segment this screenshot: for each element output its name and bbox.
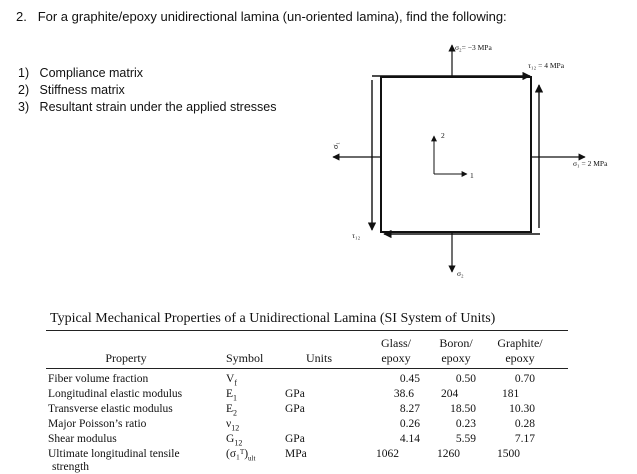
header-units: Units <box>306 351 333 365</box>
table-row-symbol: $(\sigma_1ᵀ)_{ult}$ <box>226 448 256 463</box>
table-row-boron: 5.59 <box>455 433 476 445</box>
lamina-element <box>381 77 531 232</box>
axis-2-label: 2 <box>441 131 445 140</box>
table-row-property: Shear modulus <box>48 433 117 445</box>
problem-text: For a graphite/epoxy unidirectional lamina (un-oriented lamina), find the following: <box>37 9 507 24</box>
table-row-units: MPa <box>285 448 307 460</box>
table-row-graphite: 7.17 <box>514 433 535 445</box>
table-row-property: Transverse elastic modulus <box>48 403 173 415</box>
tau12-left-label: τ₁₂ <box>352 231 361 240</box>
task-item: 3) Resultant strain under the applied stresses <box>18 100 277 114</box>
table-row-glass: 8.27 <box>399 403 420 415</box>
table-row-symbol: $V_f$ <box>226 373 237 388</box>
table-title: Typical Mechanical Properties of a Unidirectional Lamina (SI System of Units) <box>50 311 496 326</box>
header-glass-line1: Glass/ <box>381 336 411 350</box>
header-boron-line1: Boron/ <box>439 336 473 350</box>
task-item: 2) Stiffness matrix <box>18 83 125 97</box>
table-row-graphite: 181 <box>502 388 520 400</box>
table-header-rule <box>46 368 568 369</box>
sigma2-bottom-label: σ₂ <box>457 269 464 278</box>
table-row-units: GPa <box>285 403 305 415</box>
problem-number: 2. <box>16 9 27 24</box>
table-row-units: GPa <box>285 388 305 400</box>
table-row-property: Fiber volume fraction <box>48 373 149 385</box>
sigma1-right-label: σ₁ = 2 MPa <box>573 159 608 168</box>
table-row-property: Ultimate longitudinal tensile <box>48 448 180 460</box>
table-row-boron: 18.50 <box>450 403 476 415</box>
table-row-symbol: $G_{12}$ <box>226 433 243 448</box>
table-row-glass: 38.6 <box>393 388 414 400</box>
header-boron-line2: epoxy <box>441 351 471 365</box>
table-top-rule <box>46 330 568 331</box>
table-row-graphite: 1500 <box>497 448 520 460</box>
table-row-glass: 4.14 <box>399 433 420 445</box>
table-row-property: Longitudinal elastic modulus <box>48 388 183 400</box>
header-graphite-line1: Graphite/ <box>497 336 543 350</box>
axis-1-label: 1 <box>470 171 474 180</box>
table-row-glass: 0.45 <box>399 373 420 385</box>
table-row-boron: 0.23 <box>455 418 476 430</box>
table-row-boron: 1260 <box>437 448 460 460</box>
table-row-graphite: 0.28 <box>514 418 535 430</box>
task-item: 1) Compliance matrix <box>18 66 144 80</box>
table-row-graphite: 0.70 <box>514 373 535 385</box>
table-row-symbol: $E_2$ <box>226 403 238 418</box>
header-graphite-line2: epoxy <box>505 351 535 365</box>
table-row-glass: 0.26 <box>399 418 420 430</box>
sigma2-top-label: σ₂= −3 MPa <box>455 43 492 52</box>
header-property: Property <box>105 351 147 365</box>
table-row-glass: 1062 <box>376 448 399 460</box>
table-row-property-cont: strength <box>52 461 90 473</box>
table-row-graphite: 10.30 <box>509 403 535 415</box>
table-row-boron: 0.50 <box>455 373 476 385</box>
table-row-boron: 204 <box>441 388 459 400</box>
header-glass-line2: epoxy <box>381 351 411 365</box>
table-row-units: GPa <box>285 433 305 445</box>
table-row-property: Major Poisson’s ratio <box>48 418 147 430</box>
header-symbol: Symbol <box>226 351 264 365</box>
table-row-symbol: $E_1$ <box>226 388 238 403</box>
table-row-symbol: $\nu_{12}$ <box>226 418 240 433</box>
tau12-label: τ₁₂ = 4 MPa <box>528 61 565 70</box>
sigma1-left-label: σ₁ <box>331 141 340 149</box>
